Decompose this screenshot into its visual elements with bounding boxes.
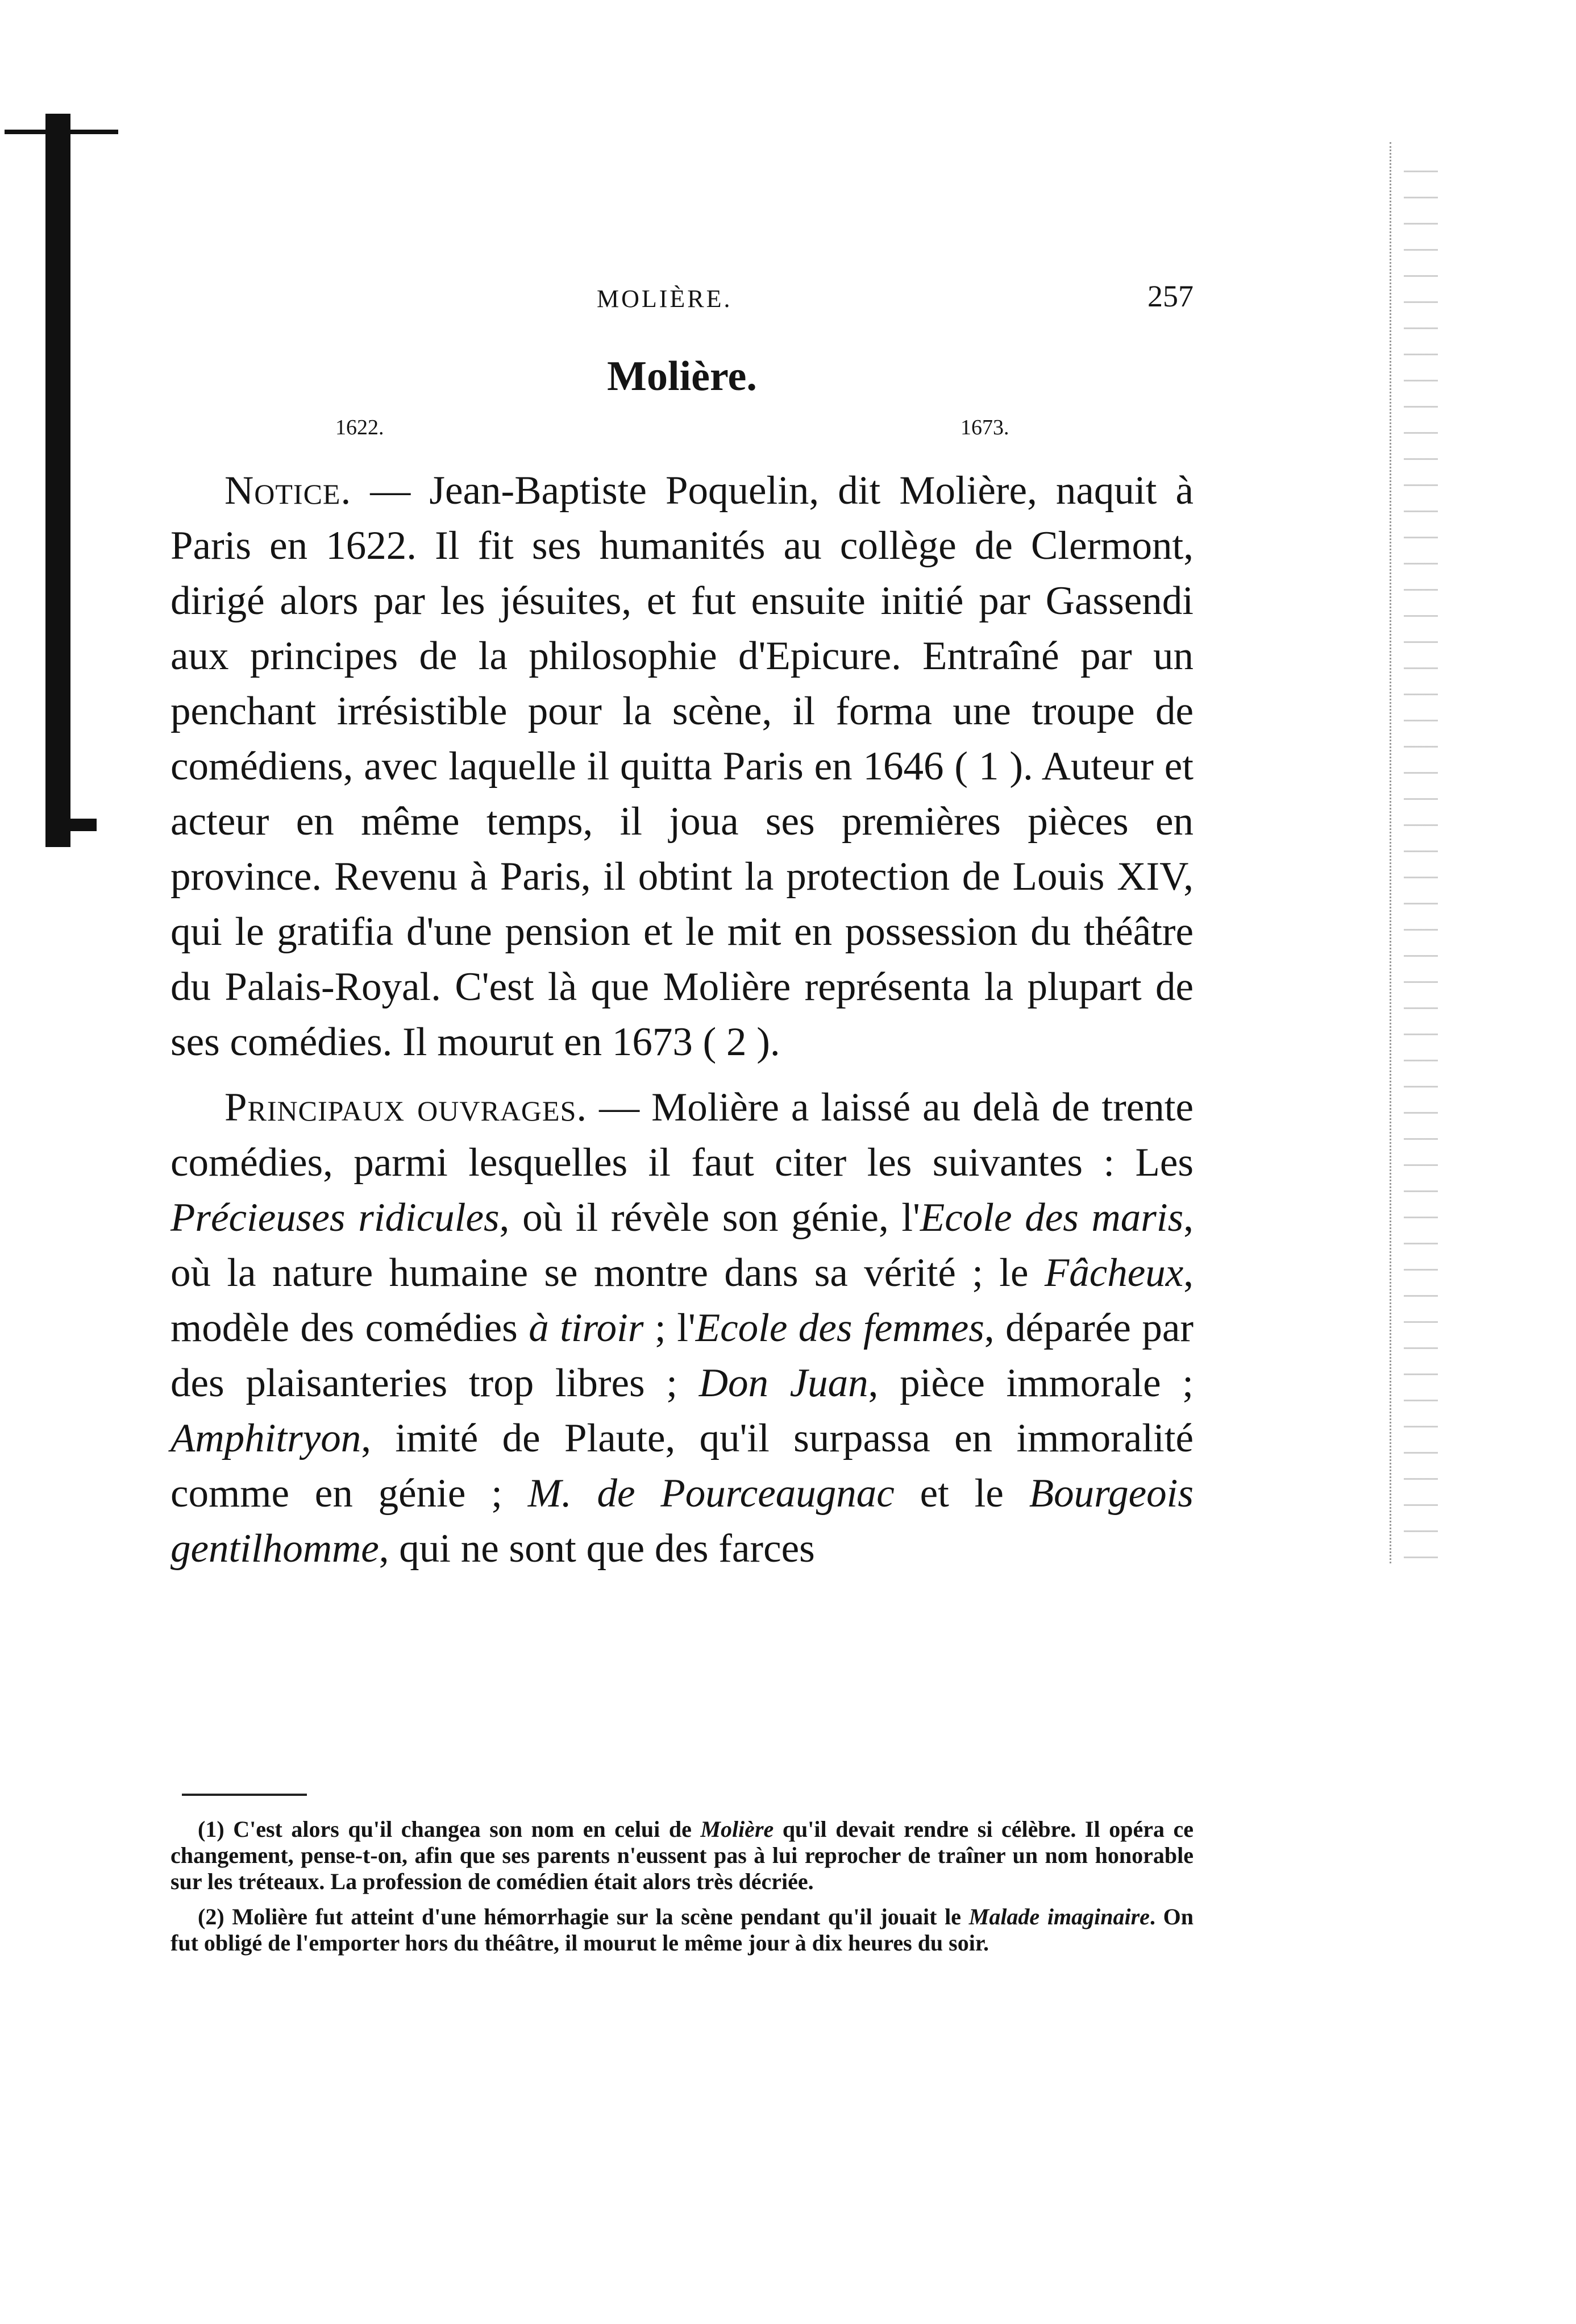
- notice-text: — Jean-Baptiste Poquelin, dit Molière, naquit à Paris en 1622. Il fit ses humanités au collège de Clermont, dirigé alors par les jésuites, et fut ensuite initié par Gassendi aux principes de la philosophie d'Epicure. Entraîné par un penchant irrésistible pour la scène, il forma une troupe de comédiens, avec laquelle il quitta Paris en 1646 ( 1 ). Auteur et acteur en même temps, il joua ses premières pièces en province. Revenu à Paris, il obtint la protection de Louis XIV, qui le gratifia d'une pension et le mit en possession du théâtre du Palais-Royal. C'est là que Molière représenta la plupart de ses comédies. Il mourut en 1673 ( 2 ).: [171, 468, 1194, 1064]
- footnotes: [171, 1816, 1194, 1956]
- works-text: , imité de Plaute, qu'il surpassa en immoralité comme en génie ;: [171, 1416, 1194, 1516]
- scan-right-marks: [1404, 171, 1438, 1563]
- works-text: , où il révèle son génie, l': [499, 1196, 920, 1240]
- work-title: Don Juan: [698, 1361, 868, 1405]
- works-text: ; l': [643, 1306, 696, 1350]
- footnote-1: [171, 1816, 1194, 1895]
- scan-right-margin: [1390, 142, 1400, 1563]
- footnote-italic: Molière: [700, 1816, 774, 1842]
- footnote-2: [171, 1904, 1194, 1956]
- running-title: MOLIÈRE.: [597, 285, 733, 313]
- works-text: et le: [894, 1471, 1029, 1516]
- footnote-text: Molière fut atteint d'une hémorrhagie sur la scène pendant qu'il jouait le: [224, 1904, 969, 1929]
- works-text: , déparée par des plaisanteries trop libres ;: [171, 1306, 1194, 1405]
- works-text: , pièce immorale ;: [868, 1361, 1194, 1405]
- running-head: [171, 279, 1194, 330]
- notice-label: Notice.: [224, 468, 352, 513]
- work-title: à tiroir: [529, 1306, 644, 1350]
- work-title: M. de Pourceaugnac: [527, 1471, 895, 1516]
- footnote-marker: (2): [198, 1904, 224, 1929]
- death-year: 1673.: [960, 416, 1009, 439]
- scan-edge-notch: [45, 819, 97, 831]
- work-title: Bourgeois gentilhomme: [171, 1471, 1194, 1571]
- works-text: , où la nature humaine se montre dans sa vérité ; le: [171, 1196, 1194, 1295]
- footnote-marker: (1): [198, 1816, 224, 1842]
- scan-edge-shadow: [45, 114, 70, 847]
- footnote-text: C'est alors qu'il changea son nom en celui de: [224, 1816, 701, 1842]
- chapter-heading: Molière.: [607, 353, 757, 400]
- footnote-text: qu'il devait rendre si célèbre. Il opéra ce changement, pense-t-on, afin que ses parents n'eussent pas à lui reprocher de traîner un nom honorable sur les tréteaux. La profession de comédien était alors très décriée.: [171, 1816, 1194, 1894]
- works-text: , qui ne sont que des farces: [379, 1526, 815, 1571]
- works-text: , modèle des comédies: [171, 1251, 1194, 1350]
- work-title: Amphitryon: [171, 1416, 361, 1460]
- works-label: Principaux ouvrages.: [224, 1085, 588, 1130]
- work-title: Ecole des maris: [920, 1196, 1184, 1240]
- works-text: — Molière a laissé au delà de trente comédies, parmi lesquelles il faut citer les suivantes : Les: [171, 1085, 1194, 1185]
- notice-paragraph: [171, 463, 1194, 1070]
- footnote-rule: [182, 1794, 307, 1796]
- body-text: [171, 463, 1194, 1576]
- work-title: Fâcheux: [1044, 1251, 1184, 1295]
- page-number: 257: [1147, 279, 1194, 313]
- footnote-text: . On fut obligé de l'emporter hors du théâtre, il mourut le même jour à dix heures du soir.: [171, 1904, 1194, 1956]
- works-paragraph: [171, 1080, 1194, 1576]
- work-title: Ecole des femmes: [695, 1306, 984, 1350]
- work-title: Précieuses ridicules: [171, 1196, 500, 1240]
- footnote-italic: Malade imaginaire: [968, 1904, 1150, 1929]
- birth-year: 1622.: [335, 416, 384, 439]
- life-dates: [171, 415, 1194, 449]
